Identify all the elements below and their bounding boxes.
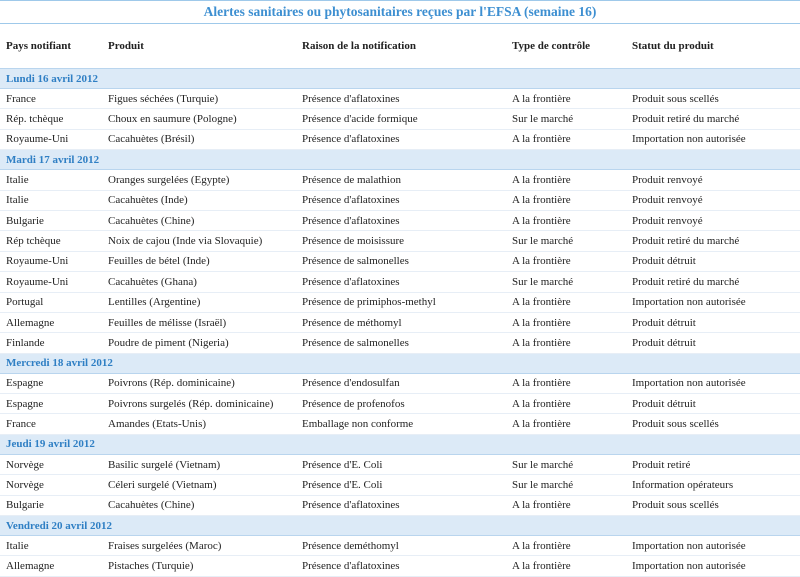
cell-control-type: A la frontière [506, 414, 626, 434]
table-row [0, 414, 800, 434]
cell-reason: Présence d'acide formique [296, 109, 506, 129]
cell-reason: Présence d'endosulfan [296, 373, 506, 393]
cell-country: Rép. tchèque [0, 109, 102, 129]
cell-status: Produit retiré du marché [626, 272, 800, 292]
cell-control-type: A la frontière [506, 292, 626, 312]
table-row [0, 89, 800, 109]
cell-product: Poivrons surgelés (Rép. dominicaine) [102, 394, 296, 414]
cell-reason: Présence d'E. Coli [296, 454, 506, 474]
cell-status: Importation non autorisée [626, 373, 800, 393]
cell-control-type: Sur le marché [506, 454, 626, 474]
cell-reason: Emballage non conforme [296, 414, 506, 434]
cell-country: Norvège [0, 454, 102, 474]
table-row [0, 210, 800, 230]
table-row [0, 272, 800, 292]
cell-product: Cacahuètes (Chine) [102, 210, 296, 230]
date-group-row [0, 150, 800, 170]
table-row [0, 333, 800, 353]
cell-control-type: A la frontière [506, 89, 626, 109]
cell-product: Oranges surgelées (Egypte) [102, 170, 296, 190]
cell-status: Produit sous scellés [626, 414, 800, 434]
cell-control-type: A la frontière [506, 333, 626, 353]
cell-product: Feuilles de bétel (Inde) [102, 251, 296, 271]
cell-reason: Présence d'aflatoxines [296, 129, 506, 149]
cell-control-type: A la frontière [506, 495, 626, 515]
cell-country: Rép tchèque [0, 231, 102, 251]
cell-reason: Présence de salmonelles [296, 251, 506, 271]
header-reason: Raison de la notification [296, 24, 506, 69]
cell-country: Royaume-Uni [0, 129, 102, 149]
cell-control-type: Sur le marché [506, 109, 626, 129]
table-row [0, 231, 800, 251]
cell-product: Feuilles de mélisse (Israël) [102, 312, 296, 332]
date-group-row [0, 353, 800, 373]
cell-reason: Présence de méthomyl [296, 312, 506, 332]
cell-status: Produit sous scellés [626, 495, 800, 515]
header-country: Pays notifiant [0, 24, 102, 69]
cell-status: Produit détruit [626, 333, 800, 353]
cell-product: Céleri surgelé (Vietnam) [102, 475, 296, 495]
cell-country: Allemagne [0, 312, 102, 332]
cell-product: Lentilles (Argentine) [102, 292, 296, 312]
cell-product: Cacahuètes (Inde) [102, 190, 296, 210]
cell-reason: Présence d'E. Coli [296, 475, 506, 495]
cell-product: Pistaches (Turquie) [102, 556, 296, 576]
cell-product: Noix de cajou (Inde via Slovaquie) [102, 231, 296, 251]
table-row [0, 394, 800, 414]
cell-reason: Présence d'aflatoxines [296, 190, 506, 210]
cell-status: Importation non autorisée [626, 556, 800, 576]
date-label: Mardi 17 avril 2012 [0, 150, 800, 170]
table-row [0, 251, 800, 271]
cell-control-type: A la frontière [506, 556, 626, 576]
cell-product: Basilic surgelé (Vietnam) [102, 454, 296, 474]
table-row [0, 373, 800, 393]
cell-reason: Présence de primiphos-methyl [296, 292, 506, 312]
cell-reason: Présence de malathion [296, 170, 506, 190]
cell-country: Portugal [0, 292, 102, 312]
document-title: Alertes sanitaires ou phytosanitaires reçues par l'EFSA (semaine 16) [0, 0, 800, 24]
cell-country: Bulgarie [0, 210, 102, 230]
cell-country: Royaume-Uni [0, 272, 102, 292]
cell-control-type: A la frontière [506, 170, 626, 190]
cell-control-type: A la frontière [506, 190, 626, 210]
cell-status: Information opérateurs [626, 475, 800, 495]
date-label: Lundi 16 avril 2012 [0, 69, 800, 89]
date-label: Vendredi 20 avril 2012 [0, 516, 800, 536]
table-row [0, 495, 800, 515]
cell-control-type: A la frontière [506, 312, 626, 332]
cell-country: Italie [0, 536, 102, 556]
header-status: Statut du produit [626, 24, 800, 69]
cell-country: Norvège [0, 475, 102, 495]
cell-product: Cacahuètes (Brésil) [102, 129, 296, 149]
cell-control-type: Sur le marché [506, 231, 626, 251]
cell-control-type: Sur le marché [506, 272, 626, 292]
table-row [0, 312, 800, 332]
cell-control-type: Sur le marché [506, 475, 626, 495]
cell-status: Produit détruit [626, 312, 800, 332]
cell-status: Produit retiré du marché [626, 109, 800, 129]
cell-status: Produit renvoyé [626, 210, 800, 230]
cell-reason: Présence de salmonelles [296, 333, 506, 353]
cell-product: Poivrons (Rép. dominicaine) [102, 373, 296, 393]
cell-status: Produit sous scellés [626, 89, 800, 109]
table-row [0, 475, 800, 495]
cell-country: Royaume-Uni [0, 251, 102, 271]
cell-country: Espagne [0, 373, 102, 393]
cell-control-type: A la frontière [506, 394, 626, 414]
cell-country: Finlande [0, 333, 102, 353]
cell-reason: Présence de profenofos [296, 394, 506, 414]
cell-reason: Présence deméthomyl [296, 536, 506, 556]
table-row [0, 454, 800, 474]
cell-product: Amandes (Etats-Unis) [102, 414, 296, 434]
alerts-table [0, 24, 800, 577]
header-row [0, 24, 800, 69]
cell-control-type: A la frontière [506, 373, 626, 393]
cell-reason: Présence d'aflatoxines [296, 272, 506, 292]
cell-status: Produit détruit [626, 251, 800, 271]
cell-product: Cacahuètes (Ghana) [102, 272, 296, 292]
date-label: Mercredi 18 avril 2012 [0, 353, 800, 373]
cell-control-type: A la frontière [506, 129, 626, 149]
cell-reason: Présence d'aflatoxines [296, 89, 506, 109]
header-product: Produit [102, 24, 296, 69]
cell-reason: Présence d'aflatoxines [296, 210, 506, 230]
cell-control-type: A la frontière [506, 536, 626, 556]
cell-status: Importation non autorisée [626, 536, 800, 556]
cell-country: Italie [0, 190, 102, 210]
cell-product: Choux en saumure (Pologne) [102, 109, 296, 129]
cell-reason: Présence d'aflatoxines [296, 495, 506, 515]
date-group-row [0, 516, 800, 536]
cell-status: Produit détruit [626, 394, 800, 414]
table-body [0, 69, 800, 577]
cell-reason: Présence de moisissure [296, 231, 506, 251]
cell-country: France [0, 89, 102, 109]
cell-control-type: A la frontière [506, 210, 626, 230]
date-group-row [0, 434, 800, 454]
cell-status: Importation non autorisée [626, 292, 800, 312]
header-control-type: Type de contrôle [506, 24, 626, 69]
cell-product: Cacahuètes (Chine) [102, 495, 296, 515]
table-row [0, 556, 800, 576]
table-row [0, 109, 800, 129]
cell-country: Italie [0, 170, 102, 190]
date-label: Jeudi 19 avril 2012 [0, 434, 800, 454]
cell-status: Produit renvoyé [626, 190, 800, 210]
cell-product: Poudre de piment (Nigeria) [102, 333, 296, 353]
cell-status: Importation non autorisée [626, 129, 800, 149]
table-row [0, 129, 800, 149]
cell-country: Bulgarie [0, 495, 102, 515]
table-row [0, 170, 800, 190]
table-row [0, 536, 800, 556]
cell-status: Produit renvoyé [626, 170, 800, 190]
cell-country: France [0, 414, 102, 434]
cell-reason: Présence d'aflatoxines [296, 556, 506, 576]
cell-control-type: A la frontière [506, 251, 626, 271]
cell-product: Figues séchées (Turquie) [102, 89, 296, 109]
cell-status: Produit retiré [626, 454, 800, 474]
cell-product: Fraises surgelées (Maroc) [102, 536, 296, 556]
table-row [0, 190, 800, 210]
cell-status: Produit retiré du marché [626, 231, 800, 251]
cell-country: Espagne [0, 394, 102, 414]
cell-country: Allemagne [0, 556, 102, 576]
table-row [0, 292, 800, 312]
date-group-row [0, 69, 800, 89]
